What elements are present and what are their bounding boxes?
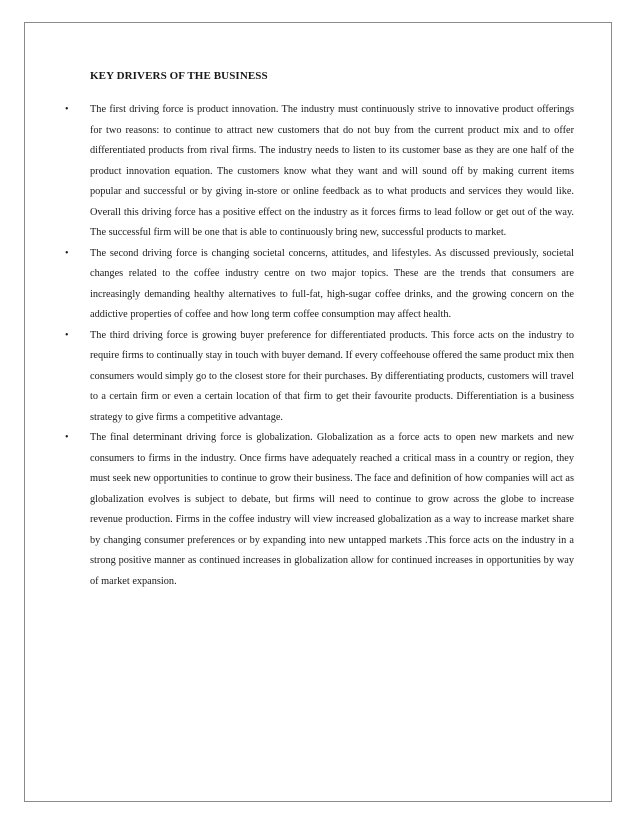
document-body <box>64 69 574 592</box>
paragraph-text: The final determinant driving force is globalization. Globalization as a force acts to open new markets and new consumers to firms in the industry. Once firms have adequately reached a critical mass in a country or region, they must seek new opportunities to continue to grow their business. The face and definition of how companies will act as globalization evolves is subject to debate, but firms will need to continue to grow across the globe to increase revenue production. Firms in the coffee industry will view increased globalization as a way to increase market share by changing consumer preferences or by expanding into new untapped markets .This force acts on the industry in a strong positive manner as continued increases in globalization allow for continued increases in opportunities by way of market expansion. <box>90 432 574 587</box>
bullet-icon: • <box>65 247 69 259</box>
section-heading: KEY DRIVERS OF THE BUSINESS <box>90 70 268 82</box>
list-item-product-innovation <box>64 100 574 244</box>
bullet-icon: • <box>65 432 69 443</box>
paragraph-text: The second driving force is changing societal concerns, attitudes, and lifestyles. As discussed previously, societal changes related to the coffee industry centre on two major topics. These are the trends that consumers are increasingly demanding healthy alternatives to full-fat, high-sugar coffee drinks, and the growing concern on the addictive properties of coffee and how long term coffee consumption may affect health. <box>90 247 574 320</box>
bullet-icon: • <box>65 329 69 341</box>
paragraph-text: The first driving force is product innovation. The industry must continuously strive to innovative product offerings for two reasons: to continue to attract new customers that do not buy from the current product mix and to offer differentiated products from rival firms. The industry needs to listen to its customer base as they are one half of the product innovation equation. The customers know what they want and will sound off by making current items popular and successful or by giving in-store or online feedback as to what products and services they would like. Overall this driving force has a positive effect on the industry as it forces firms to lead follow or get out of the way. The successful firm will be one that is able to continuously bring new, successful products to market. <box>90 104 574 238</box>
bullet-icon: • <box>65 104 69 115</box>
list-item-globalization <box>64 428 574 592</box>
drivers-list <box>64 100 574 592</box>
list-item-societal-concerns <box>64 244 574 326</box>
list-item-buyer-preference <box>64 326 574 429</box>
paragraph-text: The third driving force is growing buyer preference for differentiated products. This force acts on the industry to require firms to continually stay in touch with buyer demand. If every coffeehouse offered the same product mix then consumers would simply go to the closest store for their purchases. By differentiating products, customers will travel to a certain firm or even a certain location of that firm to get their favourite products. Differentiation is a business strategy to give firms a competitive advantage. <box>90 329 574 423</box>
